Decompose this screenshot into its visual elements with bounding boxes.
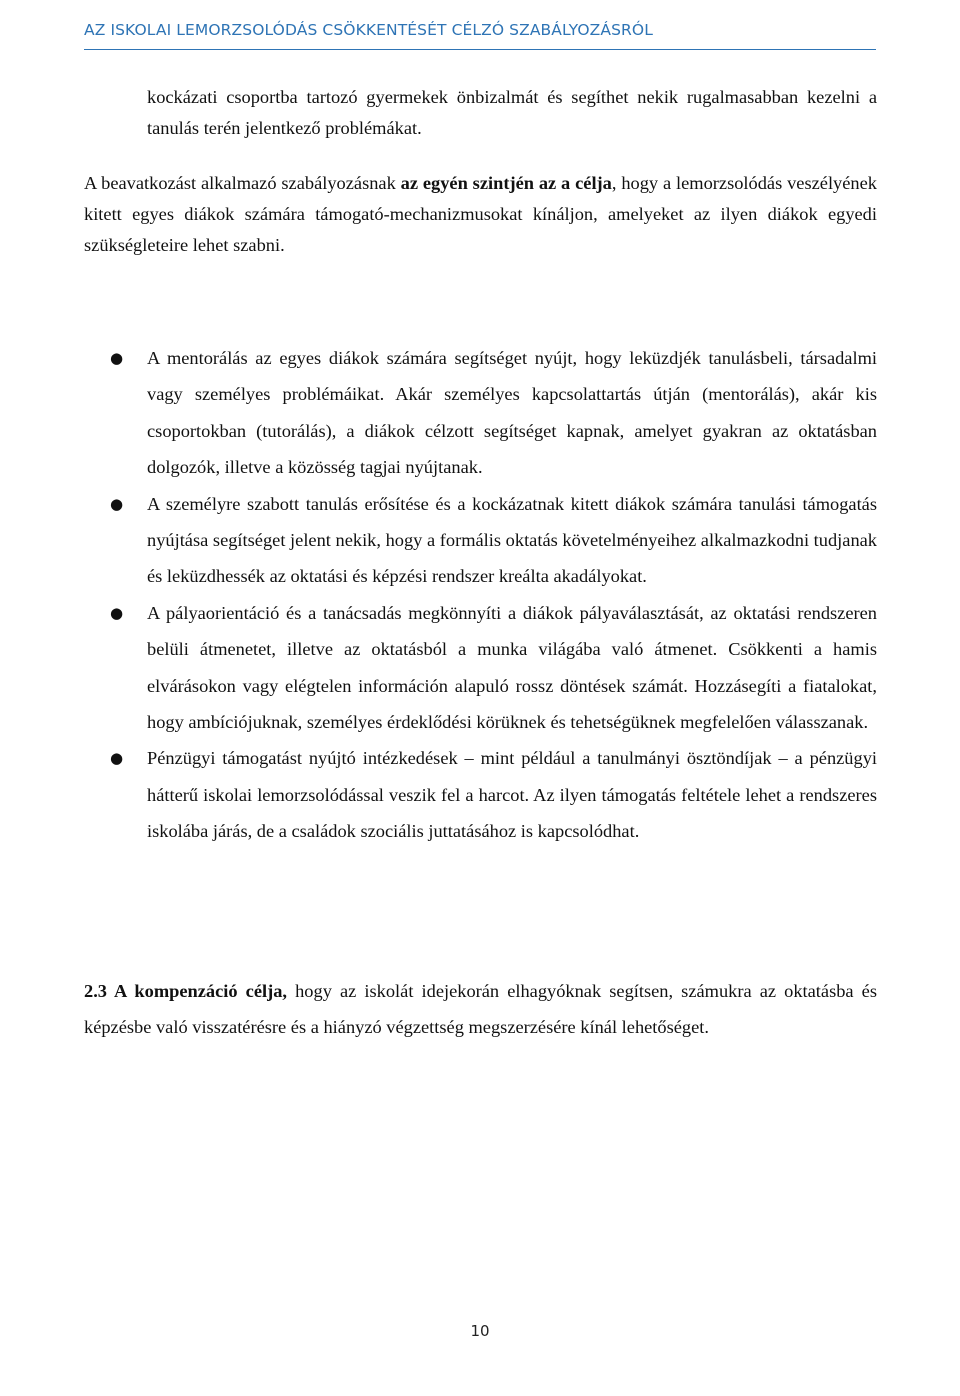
continuation-paragraph: kockázati csoportba tartozó gyermekek önbizalmát és segíthet nekik rugalmasabban kezelni a tanulás terén jelentkező problémákat. xyxy=(147,87,877,138)
list-item-text: A pályaorientáció és a tanácsadás megkönnyíti a diákok pályaválasztását, az oktatási rendszeren belüli átmenetet, illetve az oktatásból a munka világába való átmenet. Csökkenti a hamis elvárásokon vagy elégtelen információn alapuló rossz döntések számát. Hozzásegíti a fiatalokat, hogy ambíciójuknak, személyes érdeklődési körüknek és tehetségüknek megfelelően válasszanak. xyxy=(147,602,877,733)
list-item xyxy=(110,340,877,486)
list-item-text: A személyre szabott tanulás erősítése és a kockázatnak kitett diákok számára tanulási támogatás nyújtása segítséget jelent nekik, hogy a formális oktatás követelményeihez alkalmazkodni tudjanak és leküzdhessék az oktatási és képzési rendszer kreálta akadályokat. xyxy=(147,493,877,587)
list-item xyxy=(110,595,877,741)
list-item-text: A mentorálás az egyes diákok számára segítséget nyújt, hogy leküzdjék tanulásbeli, társadalmi vagy személyes problémáikat. Akár személyes kapcsolattartás útján (mentorálás), akár kis csoportokban (tutorálás), a diákok célzott segítséget kapnak, amelyet gyakran az oktatásban dolgozók, illetve a közösség tagjai nyújtanak. xyxy=(147,348,877,478)
bullet-dot-icon: ● xyxy=(110,749,124,768)
page-number: 10 xyxy=(470,1322,490,1340)
compensation-heading: 2.3 A kompenzáció célja, xyxy=(84,981,288,1001)
list-item-text: Pénzügyi támogatást nyújtó intézkedések – mint például a tanulmányi ösztöndíjak – a pénzügyi hátterű iskolai lemorzsolódással veszik fel a harcot. Az ilyen támogatás feltétele lehet a rendszeres iskolába járás, de a családok szociális juttatásához is kapcsolódhat. xyxy=(147,748,877,842)
intro-text-before: A beavatkozást alkalmazó szabályozásnak xyxy=(84,173,401,193)
bullet-dot-icon: ● xyxy=(110,494,124,513)
intro-text-after: , hogy a lemorzsolódás veszélyének kitett egyes diákok számára támogató-mechanizmusokat kínáljon, amelyeket az ilyen diákok egyedi szükségleteire lehet szabni. xyxy=(84,173,877,255)
bullet-dot-icon: ● xyxy=(110,603,124,622)
running-header: AZ ISKOLAI LEMORZSOLÓDÁS CSÖKKENTÉSÉT CÉLZÓ SZABÁLYOZÁSRÓL xyxy=(84,21,653,39)
bullet-dot-icon: ● xyxy=(110,349,124,367)
header-rule xyxy=(84,49,876,50)
compensation-text: hogy az iskolát idejekorán elhagyóknak segítsen, számukra az oktatásba és képzésbe való visszatérésre és a hiányzó végzettség megszerzésére kínál lehetőséget. xyxy=(84,981,877,1038)
measures-bullet-list xyxy=(110,340,877,850)
list-item xyxy=(110,740,877,849)
intro-bold-phrase: az egyén szintjén az a célja xyxy=(400,173,612,193)
compensation-paragraph xyxy=(84,973,877,1046)
intro-paragraph xyxy=(84,168,877,261)
list-item xyxy=(110,486,877,595)
